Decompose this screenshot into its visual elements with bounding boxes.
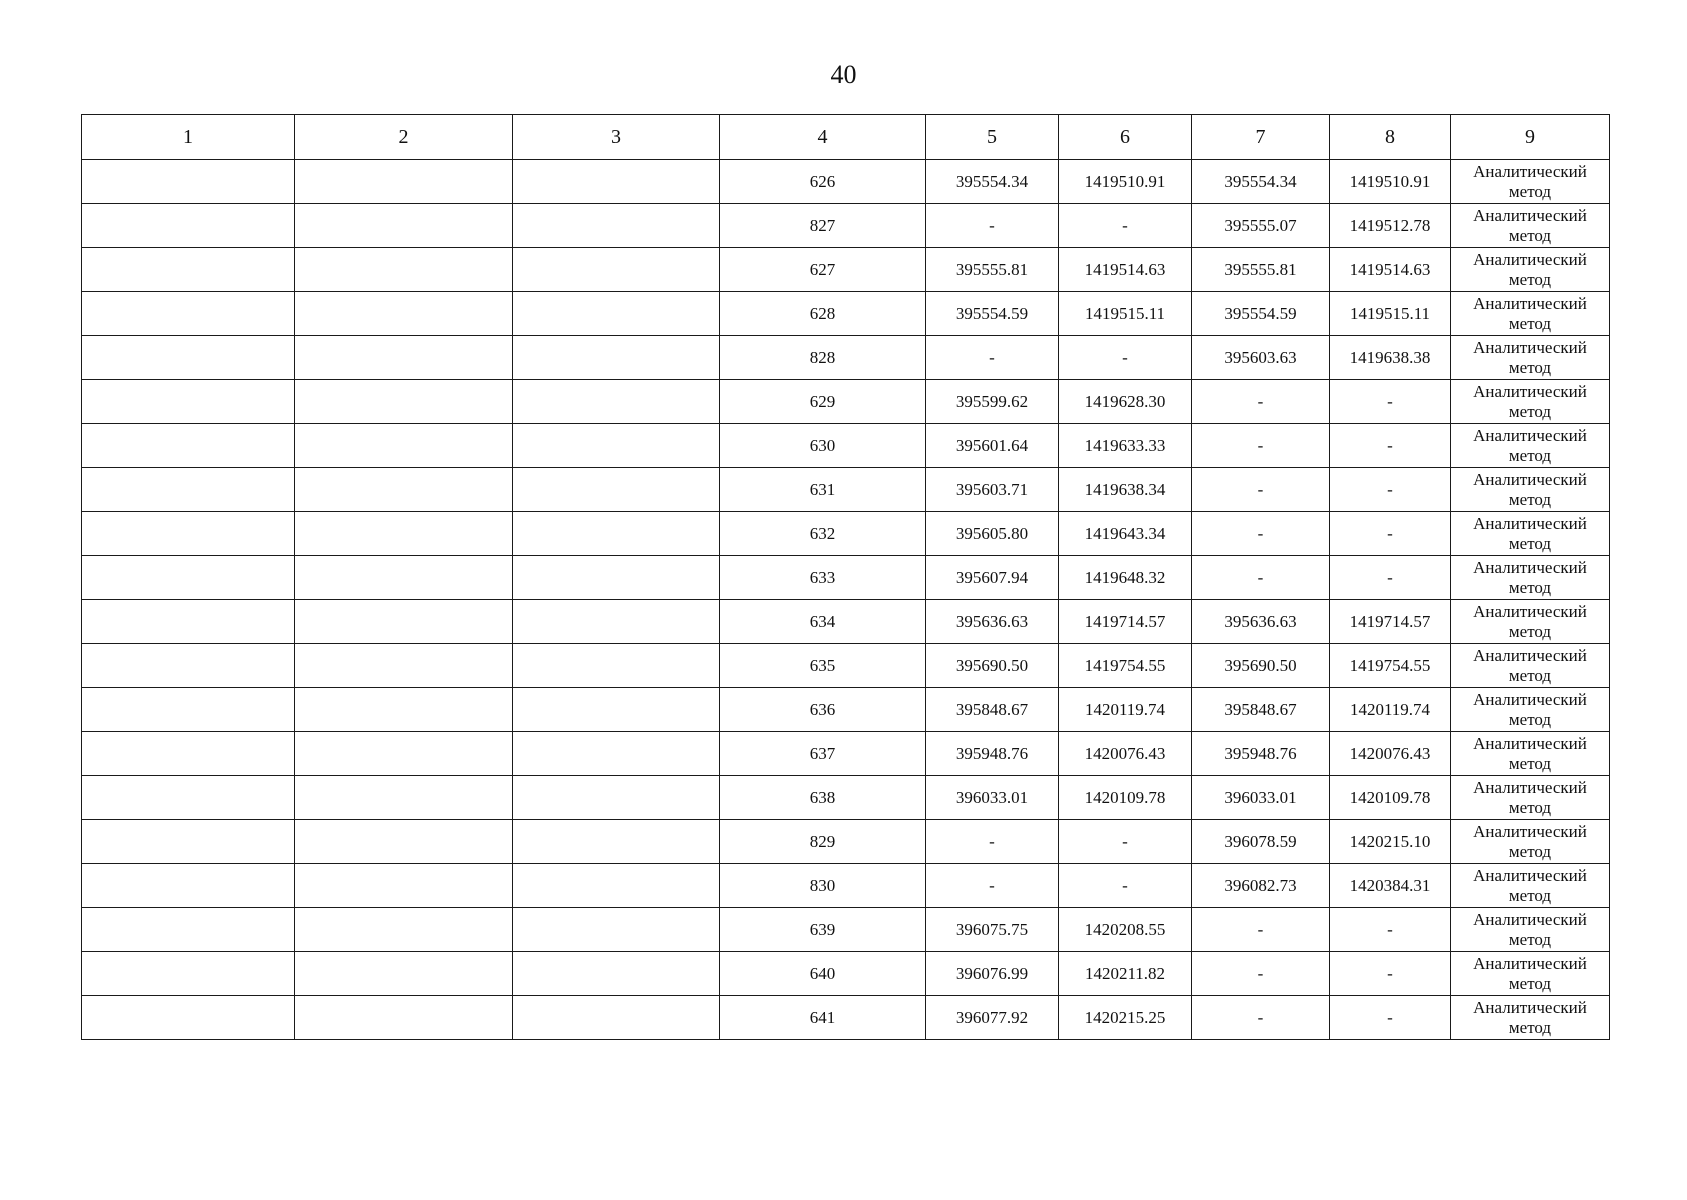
table-cell-col-7: - <box>1192 556 1330 600</box>
table-cell-col-7: 396033.01 <box>1192 776 1330 820</box>
table-cell-col-6: - <box>1059 864 1192 908</box>
method-cell <box>1451 160 1610 204</box>
table-cell-col-4: 636 <box>720 688 926 732</box>
table-cell-col-5: 395948.76 <box>926 732 1059 776</box>
table-cell-col-2 <box>295 688 513 732</box>
method-cell <box>1451 864 1610 908</box>
table-cell-col-4: 830 <box>720 864 926 908</box>
table-cell-col-8: - <box>1330 380 1451 424</box>
table-row <box>82 644 1610 688</box>
method-label-line1: Аналитический <box>1473 645 1587 665</box>
table-cell-col-2 <box>295 776 513 820</box>
table-cell-col-6: 1420211.82 <box>1059 952 1192 996</box>
table-cell-col-1 <box>82 952 295 996</box>
table-row <box>82 512 1610 556</box>
table-cell-col-2 <box>295 204 513 248</box>
table-cell-col-5: 395605.80 <box>926 512 1059 556</box>
method-cell <box>1451 556 1610 600</box>
method-label-line1: Аналитический <box>1473 865 1587 885</box>
method-label-line1: Аналитический <box>1473 205 1587 225</box>
table-cell-col-4: 627 <box>720 248 926 292</box>
table-row <box>82 820 1610 864</box>
method-cell <box>1451 424 1610 468</box>
method-label-line2: метод <box>1508 445 1552 465</box>
table-cell-col-6: 1419648.32 <box>1059 556 1192 600</box>
method-label-line1: Аналитический <box>1473 513 1587 533</box>
method-cell <box>1451 820 1610 864</box>
table-cell-col-4: 628 <box>720 292 926 336</box>
table-cell-col-2 <box>295 336 513 380</box>
table-body <box>82 160 1610 1040</box>
table-cell-col-2 <box>295 996 513 1040</box>
method-label-line2: метод <box>1508 577 1552 597</box>
table-cell-col-5: 395554.59 <box>926 292 1059 336</box>
table-cell-col-8: - <box>1330 512 1451 556</box>
method-label-line1: Аналитический <box>1473 601 1587 621</box>
method-label-line2: метод <box>1508 1017 1552 1037</box>
table-cell-col-2 <box>295 644 513 688</box>
table-cell-col-8: - <box>1330 996 1451 1040</box>
table-cell-col-7: - <box>1192 952 1330 996</box>
coordinates-table <box>81 114 1610 1040</box>
table-row <box>82 908 1610 952</box>
table-cell-col-6: - <box>1059 336 1192 380</box>
table-cell-col-1 <box>82 820 295 864</box>
table-cell-col-6: 1419643.34 <box>1059 512 1192 556</box>
table-cell-col-5: 396076.99 <box>926 952 1059 996</box>
method-label-line2: метод <box>1508 929 1552 949</box>
table-cell-col-8: 1419512.78 <box>1330 204 1451 248</box>
method-label-line2: метод <box>1508 181 1552 201</box>
table-cell-col-5: 395848.67 <box>926 688 1059 732</box>
method-label-line2: метод <box>1508 973 1552 993</box>
table-cell-col-6: 1419510.91 <box>1059 160 1192 204</box>
method-label-line1: Аналитический <box>1473 733 1587 753</box>
table-cell-col-3 <box>513 380 720 424</box>
table-cell-col-4: 635 <box>720 644 926 688</box>
table-cell-col-3 <box>513 468 720 512</box>
table-cell-col-2 <box>295 424 513 468</box>
table-row <box>82 600 1610 644</box>
method-label-line2: метод <box>1508 357 1552 377</box>
table-cell-col-8: 1420215.10 <box>1330 820 1451 864</box>
table-cell-col-5: 395601.64 <box>926 424 1059 468</box>
method-label-line1: Аналитический <box>1473 469 1587 489</box>
table-cell-col-8: - <box>1330 468 1451 512</box>
table-cell-col-3 <box>513 820 720 864</box>
table-cell-col-2 <box>295 820 513 864</box>
table-cell-col-2 <box>295 864 513 908</box>
table-cell-col-1 <box>82 776 295 820</box>
header-row <box>82 115 1610 160</box>
table-cell-col-6: 1419754.55 <box>1059 644 1192 688</box>
table-cell-col-8: - <box>1330 952 1451 996</box>
table-cell-col-7: - <box>1192 380 1330 424</box>
method-label-line2: метод <box>1508 709 1552 729</box>
column-header-8: 8 <box>1330 115 1451 160</box>
method-label-line2: метод <box>1508 225 1552 245</box>
table-cell-col-5: - <box>926 864 1059 908</box>
table-cell-col-8: 1419638.38 <box>1330 336 1451 380</box>
table-cell-col-1 <box>82 248 295 292</box>
table-cell-col-4: 637 <box>720 732 926 776</box>
table-cell-col-1 <box>82 732 295 776</box>
method-label-line1: Аналитический <box>1473 909 1587 929</box>
method-label-line1: Аналитический <box>1473 997 1587 1017</box>
table-cell-col-8: 1420384.31 <box>1330 864 1451 908</box>
table-row <box>82 292 1610 336</box>
table-cell-col-7: 395603.63 <box>1192 336 1330 380</box>
method-label-line2: метод <box>1508 753 1552 773</box>
table-cell-col-5: 396077.92 <box>926 996 1059 1040</box>
method-label-line1: Аналитический <box>1473 557 1587 577</box>
table-cell-col-3 <box>513 864 720 908</box>
table-cell-col-5: 395636.63 <box>926 600 1059 644</box>
table-cell-col-5: 395607.94 <box>926 556 1059 600</box>
table-row <box>82 160 1610 204</box>
table-cell-col-1 <box>82 512 295 556</box>
table-cell-col-2 <box>295 160 513 204</box>
method-label-line2: метод <box>1508 269 1552 289</box>
table-cell-col-3 <box>513 512 720 556</box>
table-row <box>82 248 1610 292</box>
table-cell-col-1 <box>82 996 295 1040</box>
method-label-line2: метод <box>1508 621 1552 641</box>
table-cell-col-2 <box>295 380 513 424</box>
column-header-6: 6 <box>1059 115 1192 160</box>
table-cell-col-7: - <box>1192 908 1330 952</box>
column-header-7: 7 <box>1192 115 1330 160</box>
table-cell-col-3 <box>513 248 720 292</box>
table-cell-col-7: 395848.67 <box>1192 688 1330 732</box>
table-row <box>82 952 1610 996</box>
table-cell-col-5: 396075.75 <box>926 908 1059 952</box>
table-cell-col-3 <box>513 160 720 204</box>
table-cell-col-6: 1419714.57 <box>1059 600 1192 644</box>
table-cell-col-4: 641 <box>720 996 926 1040</box>
table-cell-col-3 <box>513 204 720 248</box>
table-cell-col-1 <box>82 204 295 248</box>
table-row <box>82 732 1610 776</box>
table-cell-col-1 <box>82 424 295 468</box>
table-cell-col-8: 1420119.74 <box>1330 688 1451 732</box>
method-cell <box>1451 776 1610 820</box>
table-cell-col-2 <box>295 952 513 996</box>
table-cell-col-2 <box>295 908 513 952</box>
method-label-line1: Аналитический <box>1473 293 1587 313</box>
table-cell-col-4: 640 <box>720 952 926 996</box>
table-cell-col-1 <box>82 336 295 380</box>
method-cell <box>1451 380 1610 424</box>
table-cell-col-3 <box>513 292 720 336</box>
column-header-3: 3 <box>513 115 720 160</box>
method-label-line1: Аналитический <box>1473 249 1587 269</box>
method-cell <box>1451 908 1610 952</box>
method-label-line2: метод <box>1508 401 1552 421</box>
table-cell-col-5: 396033.01 <box>926 776 1059 820</box>
table-cell-col-8: 1419510.91 <box>1330 160 1451 204</box>
method-cell <box>1451 512 1610 556</box>
table-cell-col-4: 633 <box>720 556 926 600</box>
table-cell-col-6: 1419628.30 <box>1059 380 1192 424</box>
table-row <box>82 556 1610 600</box>
method-cell <box>1451 732 1610 776</box>
method-cell <box>1451 248 1610 292</box>
column-header-9: 9 <box>1451 115 1610 160</box>
method-label-line2: метод <box>1508 841 1552 861</box>
table-cell-col-1 <box>82 556 295 600</box>
table-cell-col-1 <box>82 468 295 512</box>
table-cell-col-1 <box>82 160 295 204</box>
table-cell-col-4: 827 <box>720 204 926 248</box>
table-row <box>82 204 1610 248</box>
table-row <box>82 380 1610 424</box>
table-cell-col-3 <box>513 556 720 600</box>
table-cell-col-6: - <box>1059 820 1192 864</box>
method-label-line2: метод <box>1508 313 1552 333</box>
method-cell <box>1451 688 1610 732</box>
table-row <box>82 996 1610 1040</box>
method-label-line1: Аналитический <box>1473 953 1587 973</box>
method-label-line1: Аналитический <box>1473 689 1587 709</box>
table-row <box>82 336 1610 380</box>
method-label-line1: Аналитический <box>1473 161 1587 181</box>
table-cell-col-7: - <box>1192 424 1330 468</box>
table-cell-col-7: - <box>1192 996 1330 1040</box>
table-cell-col-1 <box>82 292 295 336</box>
table-cell-col-7: 395690.50 <box>1192 644 1330 688</box>
table-row <box>82 688 1610 732</box>
table-cell-col-7: 395554.34 <box>1192 160 1330 204</box>
column-header-5: 5 <box>926 115 1059 160</box>
table-cell-col-7: 395948.76 <box>1192 732 1330 776</box>
table-cell-col-3 <box>513 952 720 996</box>
table-cell-col-3 <box>513 600 720 644</box>
method-label-line1: Аналитический <box>1473 777 1587 797</box>
table-cell-col-7: 395555.81 <box>1192 248 1330 292</box>
table-cell-col-6: 1419633.33 <box>1059 424 1192 468</box>
table-cell-col-5: 395555.81 <box>926 248 1059 292</box>
page-number: 40 <box>830 60 857 89</box>
method-label-line2: метод <box>1508 885 1552 905</box>
table-cell-col-3 <box>513 336 720 380</box>
table-cell-col-4: 626 <box>720 160 926 204</box>
table-cell-col-6: 1419638.34 <box>1059 468 1192 512</box>
table-cell-col-3 <box>513 996 720 1040</box>
table-cell-col-3 <box>513 908 720 952</box>
table-cell-col-1 <box>82 644 295 688</box>
column-header-4: 4 <box>720 115 926 160</box>
table-cell-col-1 <box>82 908 295 952</box>
table-cell-col-4: 630 <box>720 424 926 468</box>
method-label-line2: метод <box>1508 665 1552 685</box>
table-cell-col-7: 395555.07 <box>1192 204 1330 248</box>
table-cell-col-4: 634 <box>720 600 926 644</box>
table-cell-col-7: - <box>1192 468 1330 512</box>
table-cell-col-3 <box>513 732 720 776</box>
table-row <box>82 424 1610 468</box>
method-cell <box>1451 204 1610 248</box>
table-cell-col-2 <box>295 292 513 336</box>
table-row <box>82 468 1610 512</box>
method-cell <box>1451 292 1610 336</box>
method-cell <box>1451 336 1610 380</box>
method-label-line1: Аналитический <box>1473 381 1587 401</box>
table-cell-col-8: 1420109.78 <box>1330 776 1451 820</box>
table-cell-col-6: 1419515.11 <box>1059 292 1192 336</box>
table-cell-col-6: 1420076.43 <box>1059 732 1192 776</box>
table-cell-col-5: - <box>926 336 1059 380</box>
table-cell-col-7: 396078.59 <box>1192 820 1330 864</box>
method-cell <box>1451 600 1610 644</box>
table-cell-col-1 <box>82 380 295 424</box>
method-label-line1: Аналитический <box>1473 821 1587 841</box>
table-cell-col-2 <box>295 512 513 556</box>
table-cell-col-2 <box>295 600 513 644</box>
table-row <box>82 776 1610 820</box>
table-cell-col-8: 1419754.55 <box>1330 644 1451 688</box>
method-cell <box>1451 952 1610 996</box>
method-label-line2: метод <box>1508 533 1552 553</box>
method-cell <box>1451 468 1610 512</box>
column-header-1: 1 <box>82 115 295 160</box>
table-cell-col-4: 829 <box>720 820 926 864</box>
table-cell-col-5: 395554.34 <box>926 160 1059 204</box>
method-label-line1: Аналитический <box>1473 425 1587 445</box>
table-cell-col-6: 1420215.25 <box>1059 996 1192 1040</box>
table-cell-col-4: 638 <box>720 776 926 820</box>
table-cell-col-7: 396082.73 <box>1192 864 1330 908</box>
table-cell-col-7: 395554.59 <box>1192 292 1330 336</box>
table-cell-col-7: - <box>1192 512 1330 556</box>
table-cell-col-1 <box>82 864 295 908</box>
table-cell-col-8: 1420076.43 <box>1330 732 1451 776</box>
table-cell-col-4: 639 <box>720 908 926 952</box>
table-cell-col-8: 1419714.57 <box>1330 600 1451 644</box>
table-row <box>82 864 1610 908</box>
table-cell-col-7: 395636.63 <box>1192 600 1330 644</box>
table-cell-col-5: - <box>926 820 1059 864</box>
table-cell-col-3 <box>513 776 720 820</box>
table-cell-col-8: 1419515.11 <box>1330 292 1451 336</box>
table-cell-col-6: 1420119.74 <box>1059 688 1192 732</box>
column-header-2: 2 <box>295 115 513 160</box>
method-cell <box>1451 996 1610 1040</box>
table-cell-col-8: - <box>1330 908 1451 952</box>
table-cell-col-3 <box>513 644 720 688</box>
table-cell-col-4: 629 <box>720 380 926 424</box>
table-cell-col-1 <box>82 600 295 644</box>
table-cell-col-2 <box>295 468 513 512</box>
table-cell-col-2 <box>295 248 513 292</box>
table-cell-col-5: 395690.50 <box>926 644 1059 688</box>
table-cell-col-4: 631 <box>720 468 926 512</box>
table-cell-col-6: - <box>1059 204 1192 248</box>
table-cell-col-6: 1420208.55 <box>1059 908 1192 952</box>
table-cell-col-5: 395603.71 <box>926 468 1059 512</box>
table-cell-col-4: 632 <box>720 512 926 556</box>
table-cell-col-8: 1419514.63 <box>1330 248 1451 292</box>
table-cell-col-4: 828 <box>720 336 926 380</box>
table-cell-col-2 <box>295 732 513 776</box>
table-cell-col-6: 1419514.63 <box>1059 248 1192 292</box>
method-label-line2: метод <box>1508 797 1552 817</box>
table-cell-col-3 <box>513 424 720 468</box>
method-label-line2: метод <box>1508 489 1552 509</box>
table-cell-col-8: - <box>1330 556 1451 600</box>
method-cell <box>1451 644 1610 688</box>
table-cell-col-5: 395599.62 <box>926 380 1059 424</box>
table-cell-col-5: - <box>926 204 1059 248</box>
table-cell-col-2 <box>295 556 513 600</box>
method-label-line1: Аналитический <box>1473 337 1587 357</box>
table-cell-col-3 <box>513 688 720 732</box>
table-cell-col-1 <box>82 688 295 732</box>
table-cell-col-8: - <box>1330 424 1451 468</box>
table-cell-col-6: 1420109.78 <box>1059 776 1192 820</box>
